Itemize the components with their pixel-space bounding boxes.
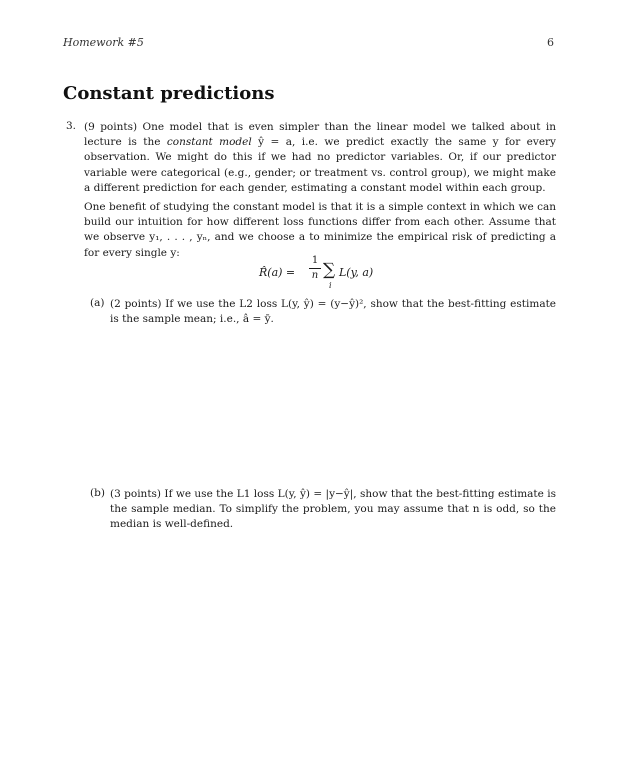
empirical-risk-equation <box>259 255 399 291</box>
para1-emphasis: constant model <box>166 136 252 149</box>
part-b-text <box>110 487 556 533</box>
part-b-points: (3 points) <box>110 488 162 500</box>
para1-part-a: One model that is even simpler than the linear model we talked about in lecture is the <box>84 121 557 149</box>
summation-symbol: ∑ <box>323 260 336 280</box>
part-a-text <box>110 297 556 327</box>
summation-index: i <box>329 281 332 290</box>
section-title: Constant predictions <box>63 83 275 104</box>
fraction-denominator: n <box>311 270 319 281</box>
fraction-bar <box>309 268 321 269</box>
running-header-title: Homework #5 <box>63 36 144 49</box>
equation-rhs: L(y, a) <box>339 266 374 279</box>
part-b-label: (b) <box>90 487 105 499</box>
part-a-label: (a) <box>90 297 105 309</box>
problem-points: (9 points) <box>84 121 138 133</box>
part-a-points: (2 points) <box>110 298 162 310</box>
problem-paragraph-2: One benefit of studying the constant model is that it is a simple context in which we can build our intuition for how different loss functions differ from each other. Assume that we observe y₁, . . . , yₙ, and we choose a to minimize the empirical risk of predicting a for every single y: <box>84 201 556 259</box>
problem-number: 3. <box>66 120 77 132</box>
page-number: 6 <box>547 36 554 49</box>
para1-part-b: ŷ = a, i.e. we predict exactly the same y for every observation. We might do this if we had no predictor variables. Or, if our predictor variable were categorical (e.g., gender; or treatment vs. control group), we might make a different prediction for each gender, estimating a constant model within each group. <box>84 136 556 194</box>
equation-fraction <box>309 255 321 282</box>
fraction-numerator: 1 <box>311 255 319 266</box>
part-a-body: If we use the L2 loss L(y, ŷ) = (y−ŷ)², show that the best-fitting estimate is the sample mean; i.e., â = ȳ. <box>110 298 557 326</box>
problem-paragraph-1 <box>84 120 556 196</box>
part-b-body: If we use the L1 loss L(y, ŷ) = |y−ŷ|, show that the best-fitting estimate is the sample median. To simplify the problem, you may assume that n is odd, so the median is well-defined. <box>110 488 556 531</box>
equation-lhs: R̂(a) = <box>259 266 296 279</box>
